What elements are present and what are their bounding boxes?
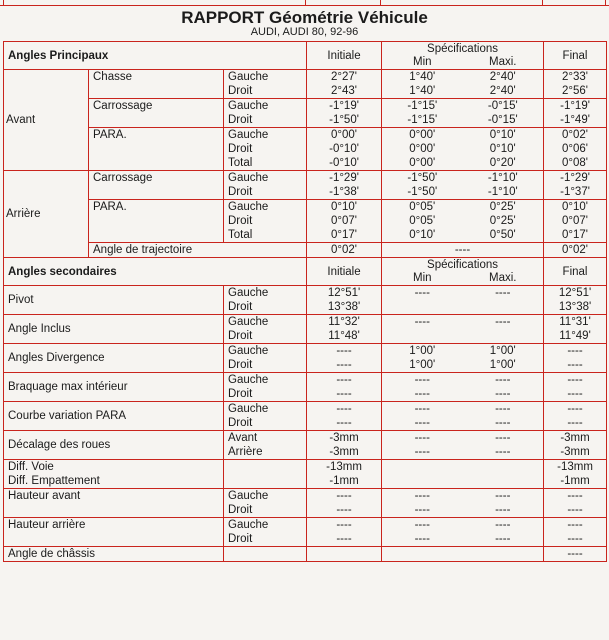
side-label: Total [228,157,253,169]
initiale-value: -1°19' [329,100,359,112]
initiale-value: 2°27' [331,71,357,83]
spec-min-value: ---- [414,490,430,502]
spec-max-value: 2°40' [489,85,516,97]
initiale-value: ---- [336,504,352,516]
side-label: Gauche [228,519,269,531]
final-values [544,373,607,402]
spec-min-value: 0°00' [409,157,436,169]
spec-min-value: ---- [414,316,430,328]
secondary-label-cell [4,344,224,373]
initiale-value: -13mm [326,461,362,473]
final-value: 2°56' [562,85,588,97]
spec-max-value: 0°10' [489,143,516,155]
side-label: Avant [228,432,258,444]
secondary-row [4,315,607,344]
side-label: Droit [228,114,253,126]
spec-min-value: 1°00' [409,345,436,357]
spec-min-value: ---- [414,519,430,531]
secondary-label: Angle Inclus [8,323,71,335]
side-labels [224,460,307,489]
trajectoire-label-text: Angle de trajectoire [93,244,193,256]
secondary-label: Hauteur avant [8,490,81,502]
side-label [228,460,306,474]
final-value: ---- [567,504,583,516]
final-value: 11°31' [559,316,591,328]
secondary-label: Angle de châssis [8,548,95,560]
final-value: 0°07' [562,215,588,227]
initiale-value: 13°38' [327,301,361,313]
final-value: ---- [567,548,583,560]
secondary-label-cell [4,547,224,562]
col-specifications-header: Spécifications Min Maxi. [382,42,544,70]
secondary-label: Décalage des roues [8,439,111,451]
spec-max-value: ---- [495,446,511,458]
initiale-value: -3mm [329,446,359,458]
side-label: Droit [228,417,253,429]
secondary-label: Pivot [8,294,34,306]
initiale-value: 12°51' [327,287,361,299]
initiale-value: -0°10' [329,157,359,169]
final-values [544,243,607,258]
final-value: ---- [567,533,583,545]
final-value: ---- [567,417,583,429]
initiale-value: -3mm [329,432,359,444]
final-values [544,518,607,547]
secondary-label: Courbe variation PARA [8,410,127,422]
spec-min-value: 1°00' [409,359,436,371]
spec-max-value: 0°25' [489,215,516,227]
side-labels [224,518,307,547]
spec-max-value [463,460,544,474]
secondary-label-cell [4,460,224,489]
spec-values [382,547,544,562]
final-value: 0°02' [562,129,588,141]
spec-values [382,518,544,547]
initiale-values [307,518,382,547]
spec-min-value [382,460,463,474]
side-labels [224,315,307,344]
initiale-values [307,200,382,243]
spec-values [382,128,544,171]
final-value: -1°37' [560,186,590,198]
spec-min-value: 0°00' [409,129,436,141]
secondary-label-cell [4,518,224,547]
side-label: Gauche [228,403,269,415]
spec-max-value [463,300,544,314]
final-values [544,431,607,460]
secondary-label: Hauteur arrière [8,519,86,531]
spec-min-value [382,474,463,488]
measure-label [89,171,224,200]
initiale-values [307,128,382,171]
side-label: Droit [228,85,253,97]
final-value: ---- [567,374,583,386]
side-label: Droit [228,143,253,155]
secondary-row [4,344,607,373]
spec-max-value: 0°50' [489,229,516,241]
final-value: 13°38' [558,301,592,313]
final-values [544,460,607,489]
initiale-value: 2°43' [331,85,357,97]
initiale-value: ---- [336,533,352,545]
spec-max-value: 0°25' [489,201,516,213]
spec-min-value: ---- [414,417,430,429]
secondary-row [4,489,607,518]
spec-max-value [463,547,544,561]
col-final-header: Final [544,42,607,70]
final-values [544,489,607,518]
spec-max-value: 0°20' [489,157,516,169]
spec-values [382,99,544,128]
secondary-label-cell [4,489,224,518]
secondary-label-cell [4,315,224,344]
spec-max-value: ---- [495,417,511,429]
side-label: Gauche [228,316,269,328]
initiale-value: ---- [336,403,352,415]
initiale-values [307,286,382,315]
side-labels [224,171,307,200]
secondary-label: Angles Divergence [8,352,105,364]
initiale-values [307,171,382,200]
side-label: Droit [228,330,253,342]
spec-values [382,243,544,258]
final-value: 0°10' [562,201,588,213]
final-values [544,344,607,373]
side-labels [224,99,307,128]
initiale-value: -1°50' [329,114,359,126]
initiale-values [307,547,382,562]
group-arriere: Arrière [4,171,89,258]
final-value: 0°08' [562,157,588,169]
final-value: ---- [567,388,583,400]
principaux-title: Angles Principaux [4,42,307,70]
final-value: 11°49' [559,330,591,342]
spec-values [382,489,544,518]
final-values [544,70,607,99]
side-label: Gauche [228,345,269,357]
measure-label-text: PARA. [93,201,127,213]
final-value: ---- [567,345,583,357]
trajectoire-label [89,243,307,258]
measure-row [4,171,607,200]
secondary-row [4,286,607,315]
side-labels [224,286,307,315]
secondary-row [4,373,607,402]
initiale-value: 0°17' [331,229,357,241]
spec-min-value: ---- [414,446,430,458]
spec-min-value: ---- [414,287,430,299]
col-final-header: Final [544,258,607,286]
spec-min-value: ---- [414,504,430,516]
initiale-value: ---- [336,345,352,357]
spec-min-value: ---- [414,533,430,545]
measure-row [4,70,607,99]
spec-min-value: 0°05' [409,215,436,227]
side-labels [224,402,307,431]
spec-values [382,402,544,431]
secondary-label [8,503,223,517]
final-value: -1°19' [560,100,590,112]
measure-label-text: Carrossage [93,100,153,112]
spec-max-value: ---- [495,388,511,400]
spec-max-value: ---- [495,490,511,502]
final-values [544,99,607,128]
final-values [544,402,607,431]
spec-max-value: 1°00' [489,359,516,371]
initiale-value: 0°07' [331,215,357,227]
spec-max-value [463,474,544,488]
final-value: -1°49' [560,114,590,126]
final-value: ---- [567,490,583,502]
spec-max-value: 2°40' [489,71,516,83]
side-label: Droit [228,388,253,400]
spec-values [382,460,544,489]
initiale-value: -1°38' [329,186,359,198]
spec-max-value: ---- [495,432,511,444]
spec-min-value: ---- [414,388,430,400]
side-label: Gauche [228,172,269,184]
side-label: Droit [228,301,253,313]
side-label [228,547,306,561]
side-label: Gauche [228,71,269,83]
spec-max-value: -0°15' [487,100,518,112]
initiale-values [307,489,382,518]
spec-min-value: ---- [414,432,430,444]
secondary-row [4,431,607,460]
final-value: -1mm [560,475,590,487]
spec-min-value: 0°10' [409,229,436,241]
final-value: ---- [567,519,583,531]
initiale-value: 0°00' [331,129,357,141]
spec-values [382,200,544,243]
col-initiale-header: Initiale [307,42,382,70]
final-values [544,547,607,562]
spec-values [382,431,544,460]
side-label: Droit [228,359,253,371]
spec-min-value: ---- [414,374,430,386]
secondaires-title: Angles secondaires [4,258,307,286]
initiale-value: 11°48' [328,330,360,342]
measure-label [89,70,224,99]
measure-label-text: Chasse [93,71,132,83]
initiale-value: ---- [336,417,352,429]
spec-max-value: -1°10' [487,172,518,184]
secondaires-header-row [4,258,607,286]
spec-values [382,70,544,99]
spec-max-value: ---- [495,519,511,531]
side-labels [224,373,307,402]
secondary-label-cell [4,373,224,402]
spec-max-value: ---- [495,504,511,516]
secondary-label-cell [4,431,224,460]
secondary-row [4,402,607,431]
col-specifications-header: Spécifications Min Maxi. [382,258,544,286]
measure-label [89,99,224,128]
spec-max-value: ---- [495,533,511,545]
final-value: 0°06' [562,143,588,155]
secondary-label-cell [4,286,224,315]
measure-row [4,128,607,171]
initiale-values [307,373,382,402]
measure-label [89,200,224,243]
side-label: Droit [228,215,253,227]
final-value: -13mm [557,461,593,473]
secondary-label: Diff. Empattement [8,475,100,487]
initiale-values [307,431,382,460]
final-values [544,286,607,315]
initiale-values [307,460,382,489]
col-initiale-header: Initiale [307,258,382,286]
spec-min-value: 0°05' [409,201,436,213]
report-title: RAPPORT Géométrie Véhicule [181,8,428,27]
side-label: Droit [228,504,253,516]
spec-max-value: ---- [495,403,511,415]
spec-min-value [382,547,463,561]
side-labels [224,200,307,243]
principaux-header-row [4,42,607,70]
side-label: Gauche [228,490,269,502]
spec-min-value: 1°40' [409,85,436,97]
spec-values [382,344,544,373]
final-value: -3mm [560,446,590,458]
vehicle-subtitle: AUDI, AUDI 80, 92-96 [250,26,359,38]
final-value: 12°51' [558,287,592,299]
measure-label [89,128,224,171]
side-labels [224,547,307,562]
spec-values [382,315,544,344]
spec-values [382,286,544,315]
initiale-values [307,315,382,344]
side-labels [224,489,307,518]
side-label: Gauche [228,100,269,112]
spec-min-value: -1°50' [407,172,438,184]
side-label: Gauche [228,129,269,141]
spec-values [382,171,544,200]
initiale-value: ---- [336,388,352,400]
initiale-value: 0°02' [331,244,357,256]
initiale-values [307,402,382,431]
side-labels [224,431,307,460]
initiale-value: 11°32' [328,316,360,328]
initiale-value: ---- [336,359,352,371]
secondary-row [4,547,607,562]
side-label: Gauche [228,374,269,386]
final-value: ---- [567,403,583,415]
previous-page-strip [0,0,609,6]
final-value: 2°33' [562,71,588,83]
spec-min-value: -1°15' [407,100,438,112]
spec-max-value: ---- [495,316,511,328]
final-value: -1°29' [560,172,590,184]
trajectoire-row [4,243,607,258]
spec-max-value: -1°10' [487,186,518,198]
side-label: Gauche [228,287,269,299]
secondary-row [4,518,607,547]
secondary-row [4,460,607,489]
secondary-label: Braquage max intérieur [8,381,128,393]
initiale-value: -1mm [329,475,359,487]
initiale-values [307,344,382,373]
initiale-values [307,99,382,128]
secondary-label [8,532,223,546]
spec-values [382,373,544,402]
initiale-value: 0°10' [331,201,357,213]
initiale-value: ---- [336,519,352,531]
final-values [544,200,607,243]
final-values [544,315,607,344]
side-label: Gauche [228,201,269,213]
measure-label-text: Carrossage [93,172,153,184]
final-value: ---- [567,359,583,371]
initiale-values [307,243,382,258]
final-values [544,128,607,171]
side-labels [224,70,307,99]
side-label: Total [228,229,253,241]
side-label: Droit [228,186,253,198]
spec-value: ---- [454,244,471,256]
side-label [228,474,306,488]
initiale-values [307,70,382,99]
spec-max-value [463,329,544,343]
initiale-value: -1°29' [329,172,359,184]
secondary-label: Diff. Voie [8,461,54,473]
initiale-value: ---- [336,374,352,386]
spec-min-value: ---- [414,403,430,415]
spec-max-value: ---- [495,287,511,299]
measure-label-text: PARA. [93,129,127,141]
spec-max-value: 0°10' [489,129,516,141]
spec-max-value: ---- [495,374,511,386]
final-value: 0°17' [562,229,588,241]
spec-min-value: 1°40' [409,71,436,83]
side-labels [224,344,307,373]
initiale-value [307,547,381,561]
geometry-table [3,41,607,562]
spec-max-value: -0°15' [487,114,518,126]
measure-row [4,99,607,128]
spec-min-value: 0°00' [409,143,436,155]
final-values [544,171,607,200]
spec-max-value: 1°00' [489,345,516,357]
spec-min-value [382,300,463,314]
group-avant: Avant [4,70,89,171]
side-label: Droit [228,533,253,545]
final-value: -3mm [560,432,590,444]
spec-min-value [382,329,463,343]
side-labels [224,128,307,171]
secondary-label-cell [4,402,224,431]
side-label: Arrière [228,446,263,458]
initiale-value: -0°10' [329,143,359,155]
initiale-value: ---- [336,490,352,502]
measure-row [4,200,607,243]
spec-min-value: -1°50' [407,186,438,198]
final-value: 0°02' [562,244,588,256]
spec-min-value: -1°15' [407,114,438,126]
